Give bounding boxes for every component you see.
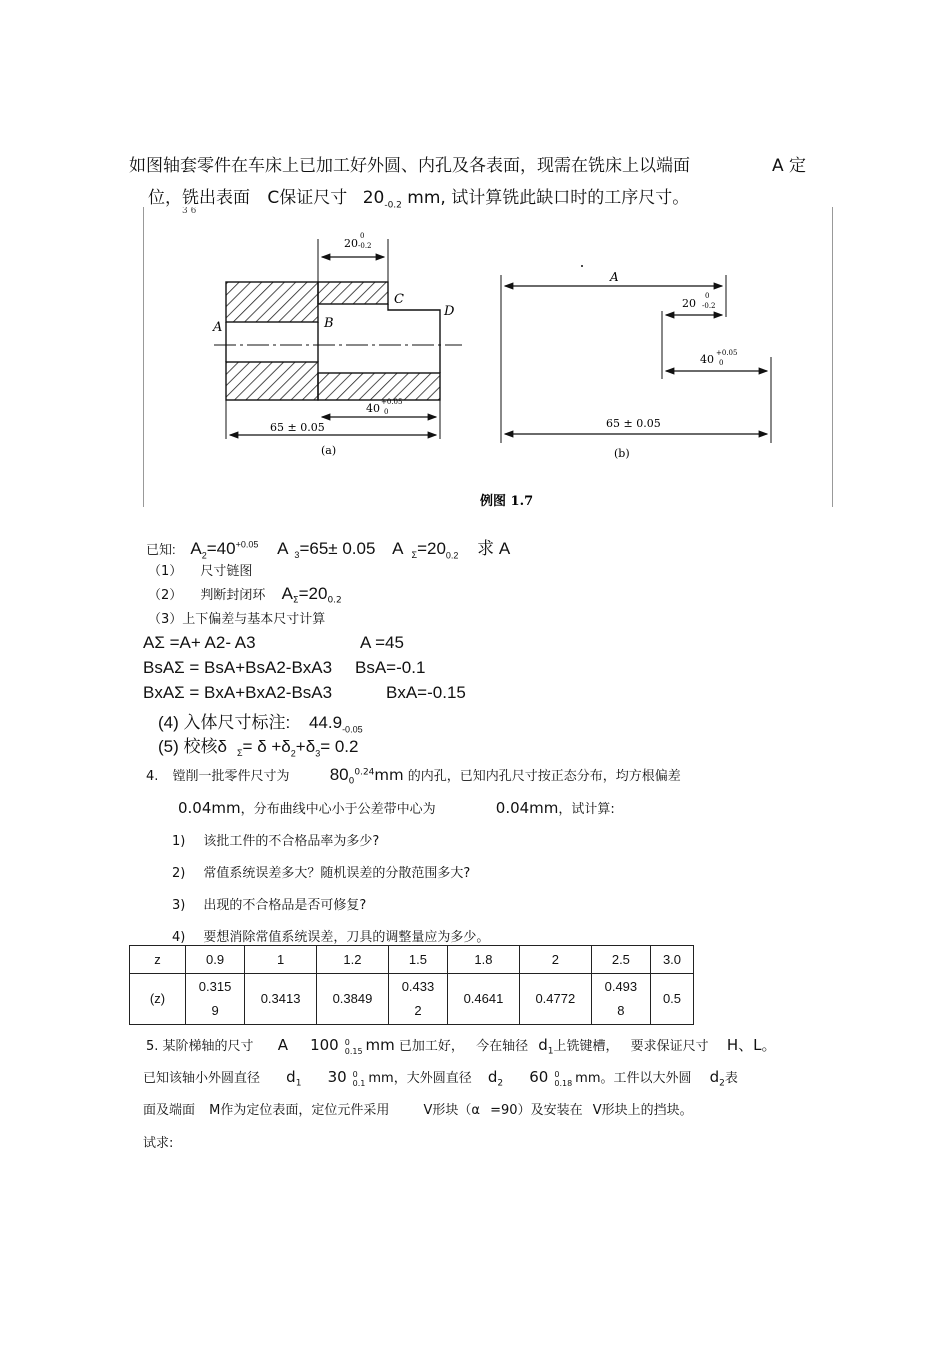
figure-svg xyxy=(144,207,832,507)
b-dim40-lower: 0 xyxy=(719,359,724,367)
step3: （3）上下偏差与基本尺寸计算 xyxy=(148,612,326,627)
label-D: D xyxy=(444,304,455,319)
table-cell: z xyxy=(130,946,186,974)
table-cell: (z) xyxy=(130,974,186,1025)
problem5-line2: 已知该轴小外圆直径 $d_1$ 30 0 0.1 mm，大外圆直径 $d_2$ 60 0 0.18 mm。工件以大外圆 $d_2$表 xyxy=(143,1068,738,1089)
part-drawing-a xyxy=(212,232,462,457)
a-dim40-lower: 0 xyxy=(384,408,389,416)
known-values: 已知: $A_2=40^{+0.05}$ A $_3$=65± 0.05 A $_\Sigma=20_{0.2}$ 求 A xyxy=(146,539,511,561)
question-3: 3) 出现的不合格品是否可修复? xyxy=(172,898,367,913)
a-dim65: 65 ± 0.05 xyxy=(270,421,325,434)
b-dim40-upper: +0.05 xyxy=(716,349,738,357)
step2: （2） 判断封闭环 $A_\Sigma=20_{0.2}$ xyxy=(148,584,342,606)
a-top-tol-upper: 0 xyxy=(360,232,365,240)
b-dim65: 65 ± 0.05 xyxy=(606,417,661,430)
corner-mark: 3 6 xyxy=(182,207,197,216)
b-dim20-lower: -0.2 xyxy=(702,302,716,310)
problem4-line1: 4. 镗削一批零件尺寸为 $80_0^{0.24}mm$ 的内孔，已知内孔尺寸按正态分布，均方根偏差 xyxy=(146,765,681,787)
equation-1: AΣ =A+ A2- A3 xyxy=(143,633,256,652)
question-4: 4) 要想消除常值系统误差，刀具的调整量应为多少。 xyxy=(172,930,490,945)
problem4-line2: 0.04mm，分布曲线中心小于公差带中心为 0.04mm，试计算: xyxy=(178,799,615,817)
label-B: B xyxy=(324,316,334,331)
b-label-A: A xyxy=(610,270,619,284)
problem3-line1-end: A 定 xyxy=(772,156,807,176)
table-cell: 0.5 xyxy=(651,974,694,1025)
a-dim40: 40 xyxy=(366,402,380,415)
figure-title: 例图 1.7 xyxy=(480,494,534,507)
a-caption: (a) xyxy=(321,444,337,457)
table-cell: 0.4641 xyxy=(448,974,520,1025)
table-cell: 2 xyxy=(519,946,591,974)
table-row xyxy=(130,974,694,1025)
question-2: 2) 常值系统误差多大？随机误差的分散范围多大? xyxy=(172,866,471,881)
table-cell: 0.315 9 xyxy=(186,974,245,1025)
a-top-tol-lower: -0.2 xyxy=(358,242,372,250)
equation-1-result: A =45 xyxy=(360,633,404,652)
table-cell: 1 xyxy=(245,946,317,974)
table-cell: 0.3413 xyxy=(245,974,317,1025)
label-C: C xyxy=(394,292,404,307)
equation-3: BxAΣ = BxA+BxA2-BsA3 xyxy=(143,683,333,702)
table-cell: 3.0 xyxy=(651,946,694,974)
normal-distribution-table xyxy=(129,945,694,1025)
b-caption: (b) xyxy=(614,447,630,460)
label-A: A xyxy=(213,320,223,335)
table-cell: 0.493 8 xyxy=(591,974,650,1025)
problem3-line1: 如图轴套零件在车床上已加工好外圆、内孔及各表面，现需在铣床上以端面 xyxy=(129,156,690,176)
b-dim20: 20 xyxy=(682,297,696,310)
dimension-chain-b xyxy=(501,265,771,460)
b-dim40: 40 xyxy=(700,353,714,366)
problem3-line2: 位，铣出表面 C保证尺寸 $20_{-0.2}$ mm, 试计算铣此缺口时的工序尺寸。 xyxy=(148,188,690,211)
question-1: 1) 该批工件的不合格品率为多少? xyxy=(172,834,380,849)
table-cell: 0.9 xyxy=(186,946,245,974)
problem5-line4: 试求: xyxy=(143,1136,174,1151)
step5: (5) 校核δ $_\Sigma= \delta +\delta_2+\delta_3= 0.2$ xyxy=(158,737,359,759)
equation-3-result: BxA=-0.15 xyxy=(386,683,466,702)
table-cell: 1.8 xyxy=(448,946,520,974)
a-dim40-upper: +0.05 xyxy=(381,398,403,406)
step1: （1） 尺寸链图 xyxy=(148,564,253,579)
problem5-line3: 面及端面 M作为定位表面，定位元件采用 V形块（α =90）及安装在 V形块上的挡块。 xyxy=(143,1103,693,1118)
table-cell: 0.4772 xyxy=(519,974,591,1025)
figure-1-7 xyxy=(143,207,833,507)
table-cell: 0.433 2 xyxy=(388,974,447,1025)
equation-2-result: BsA=-0.1 xyxy=(355,658,426,677)
table-header-row xyxy=(130,946,694,974)
b-dim20-upper: 0 xyxy=(705,292,710,300)
table-cell: 0.3849 xyxy=(317,974,389,1025)
table-cell: 2.5 xyxy=(591,946,650,974)
table-cell: 1.2 xyxy=(317,946,389,974)
problem5-line1: 5. 某阶梯轴的尺寸 A 100 0 0.15 mm 已加工好， 今在轴径 $d_1$上铣键槽， 要求保证尺寸 H、L。 xyxy=(146,1036,777,1057)
table-cell: 1.5 xyxy=(388,946,447,974)
equation-2: BsAΣ = BsA+BsA2-BxA3 xyxy=(143,658,333,677)
step4: (4) 入体尺寸标注: $44.9_{-0.05}$ xyxy=(158,713,363,735)
a-top-dim: 20 xyxy=(344,237,358,250)
